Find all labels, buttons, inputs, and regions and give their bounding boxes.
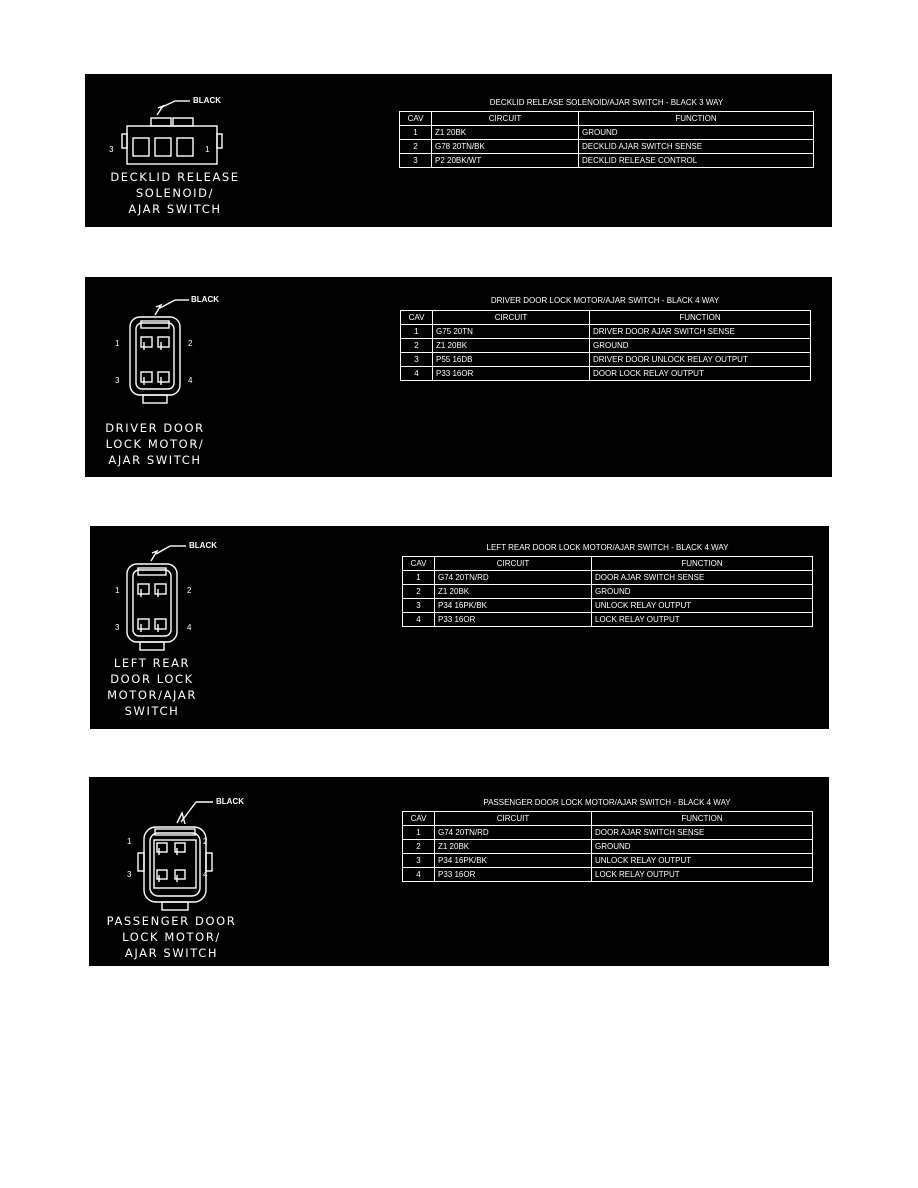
circuit-cell: P33 16OR bbox=[435, 613, 592, 627]
header-circuit: CIRCUIT bbox=[435, 557, 592, 571]
connector-name-line: DECKLID RELEASE bbox=[110, 170, 240, 184]
function-cell: DRIVER DOOR UNLOCK RELAY OUTPUT bbox=[590, 353, 811, 367]
left-rear-door-callout-label: BLACK bbox=[189, 541, 217, 550]
table-row bbox=[403, 868, 813, 882]
connector-name-line: DOOR LOCK bbox=[110, 672, 194, 686]
connector-name-line: LEFT REAR bbox=[113, 656, 191, 670]
cav-cell: 2 bbox=[403, 840, 435, 854]
function-cell: DECKLID AJAR SWITCH SENSE bbox=[579, 140, 814, 154]
connector-name-line: PASSENGER DOOR bbox=[106, 914, 237, 928]
cav-cell: 4 bbox=[403, 868, 435, 882]
header-cav: CAV bbox=[403, 557, 435, 571]
function-cell: LOCK RELAY OUTPUT bbox=[592, 613, 813, 627]
cav-cell: 3 bbox=[400, 154, 432, 168]
passenger-door-callout-label: BLACK bbox=[216, 797, 244, 806]
connector-name-line: DRIVER DOOR bbox=[105, 421, 205, 435]
circuit-cell: P2 20BK/WT bbox=[432, 154, 579, 168]
connector-name-line: SWITCH bbox=[124, 704, 180, 718]
circuit-cell: P33 16OR bbox=[435, 868, 592, 882]
decklid-table-title: DECKLID RELEASE SOLENOID/AJAR SWITCH - BLACK 3 WAY bbox=[489, 98, 724, 107]
pin-4-label: 4 bbox=[203, 870, 208, 879]
table-row bbox=[401, 325, 811, 339]
function-cell: GROUND bbox=[592, 585, 813, 599]
circuit-cell: G74 20TN/RD bbox=[435, 571, 592, 585]
connector-name-line: LOCK MOTOR/ bbox=[122, 930, 221, 944]
pin-2-label: 2 bbox=[187, 586, 192, 595]
pin-2-label: 2 bbox=[188, 339, 193, 348]
cav-cell: 1 bbox=[401, 325, 433, 339]
header-function: FUNCTION bbox=[579, 112, 814, 126]
cav-cell: 1 bbox=[400, 126, 432, 140]
connector-name-line: SOLENOID/ bbox=[135, 186, 215, 200]
cav-cell: 3 bbox=[403, 854, 435, 868]
passenger-door-connector-name bbox=[89, 913, 254, 961]
pin-3-label: 3 bbox=[115, 376, 120, 385]
passenger-door-pin-table bbox=[402, 811, 813, 882]
driver-door-connector-icon bbox=[85, 277, 285, 427]
left-rear-door-table-title: LEFT REAR DOOR LOCK MOTOR/AJAR SWITCH - BLACK 4 WAY bbox=[486, 543, 729, 552]
driver-door-pin-table bbox=[400, 310, 811, 381]
header-function: FUNCTION bbox=[592, 812, 813, 826]
pin-1-label: 1 bbox=[115, 339, 120, 348]
header-function: FUNCTION bbox=[592, 557, 813, 571]
cav-cell: 3 bbox=[403, 599, 435, 613]
function-cell: DOOR AJAR SWITCH SENSE bbox=[592, 571, 813, 585]
function-cell: DECKLID RELEASE CONTROL bbox=[579, 154, 814, 168]
pin-4-label: 4 bbox=[188, 376, 193, 385]
table-row bbox=[403, 571, 813, 585]
circuit-cell: Z1 20BK bbox=[435, 585, 592, 599]
connector-name-line: AJAR SWITCH bbox=[108, 453, 202, 467]
circuit-cell: P55 16DB bbox=[433, 353, 590, 367]
header-function: FUNCTION bbox=[590, 311, 811, 325]
header-cav: CAV bbox=[401, 311, 433, 325]
pin-4-label: 4 bbox=[187, 623, 192, 632]
cav-cell: 1 bbox=[403, 826, 435, 840]
header-circuit: CIRCUIT bbox=[435, 812, 592, 826]
function-cell: UNLOCK RELAY OUTPUT bbox=[592, 599, 813, 613]
table-row bbox=[403, 599, 813, 613]
cav-cell: 2 bbox=[403, 585, 435, 599]
cav-cell: 4 bbox=[401, 367, 433, 381]
decklid-pin-3-label: 3 bbox=[109, 145, 114, 154]
driver-door-table-title: DRIVER DOOR LOCK MOTOR/AJAR SWITCH - BLACK 4 WAY bbox=[490, 296, 720, 305]
passenger-door-connector-icon bbox=[89, 777, 289, 927]
connector-name-line: MOTOR/AJAR bbox=[107, 688, 197, 702]
circuit-cell: P34 16PK/BK bbox=[435, 599, 592, 613]
function-cell: GROUND bbox=[579, 126, 814, 140]
header-cav: CAV bbox=[400, 112, 432, 126]
connector-name-line: LOCK MOTOR/ bbox=[105, 437, 205, 451]
cav-cell: 2 bbox=[401, 339, 433, 353]
connector-name-line: AJAR SWITCH bbox=[128, 202, 222, 216]
header-circuit: CIRCUIT bbox=[433, 311, 590, 325]
function-cell: LOCK RELAY OUTPUT bbox=[592, 868, 813, 882]
table-row bbox=[403, 854, 813, 868]
circuit-cell: G78 20TN/BK bbox=[432, 140, 579, 154]
cav-cell: 4 bbox=[403, 613, 435, 627]
circuit-cell: Z1 20BK bbox=[435, 840, 592, 854]
driver-door-connector-panel bbox=[85, 277, 832, 477]
pin-3-label: 3 bbox=[127, 870, 132, 879]
function-cell: GROUND bbox=[592, 840, 813, 854]
function-cell: GROUND bbox=[590, 339, 811, 353]
circuit-cell: P33 16OR bbox=[433, 367, 590, 381]
pin-3-label: 3 bbox=[115, 623, 120, 632]
circuit-cell: Z1 20BK bbox=[432, 126, 579, 140]
decklid-pin-1-label: 1 bbox=[205, 145, 210, 154]
function-cell: DRIVER DOOR AJAR SWITCH SENSE bbox=[590, 325, 811, 339]
driver-door-callout-label: BLACK bbox=[191, 295, 219, 304]
passenger-door-connector-panel bbox=[89, 777, 829, 966]
function-cell: DOOR LOCK RELAY OUTPUT bbox=[590, 367, 811, 381]
table-row bbox=[401, 367, 811, 381]
table-row bbox=[403, 585, 813, 599]
circuit-cell: G75 20TN bbox=[433, 325, 590, 339]
table-row bbox=[400, 140, 814, 154]
pin-2-label: 2 bbox=[203, 837, 208, 846]
function-cell: UNLOCK RELAY OUTPUT bbox=[592, 854, 813, 868]
table-row bbox=[400, 154, 814, 168]
passenger-door-table-title: PASSENGER DOOR LOCK MOTOR/AJAR SWITCH - BLACK 4 WAY bbox=[483, 798, 731, 807]
pin-1-label: 1 bbox=[115, 586, 120, 595]
header-circuit: CIRCUIT bbox=[432, 112, 579, 126]
cav-cell: 3 bbox=[401, 353, 433, 367]
circuit-cell: Z1 20BK bbox=[433, 339, 590, 353]
table-row bbox=[401, 353, 811, 367]
table-row bbox=[403, 840, 813, 854]
decklid-pin-table bbox=[399, 111, 814, 168]
circuit-cell: P34 16PK/BK bbox=[435, 854, 592, 868]
circuit-cell: G74 20TN/RD bbox=[435, 826, 592, 840]
connector-name-line: AJAR SWITCH bbox=[124, 946, 219, 960]
left-rear-door-connector-panel bbox=[90, 526, 829, 729]
header-cav: CAV bbox=[403, 812, 435, 826]
table-row bbox=[403, 613, 813, 627]
decklid-connector-panel bbox=[85, 74, 832, 227]
left-rear-door-pin-table bbox=[402, 556, 813, 627]
driver-door-connector-name bbox=[85, 420, 225, 468]
table-row bbox=[400, 126, 814, 140]
cav-cell: 2 bbox=[400, 140, 432, 154]
decklid-connector-name bbox=[95, 169, 255, 217]
function-cell: DOOR AJAR SWITCH SENSE bbox=[592, 826, 813, 840]
table-row bbox=[401, 339, 811, 353]
table-row bbox=[403, 826, 813, 840]
pin-1-label: 1 bbox=[127, 837, 132, 846]
left-rear-door-connector-name bbox=[90, 655, 222, 719]
decklid-callout-label: BLACK bbox=[193, 96, 221, 105]
cav-cell: 1 bbox=[403, 571, 435, 585]
